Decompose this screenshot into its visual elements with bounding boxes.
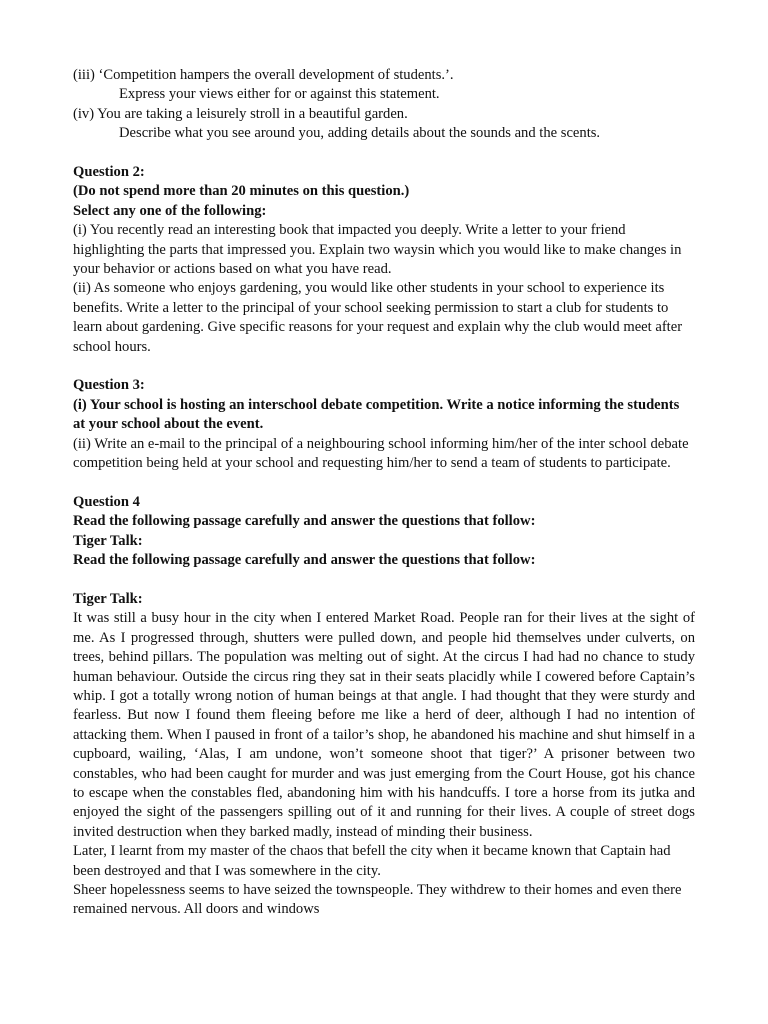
q3-heading: Question 3:: [73, 377, 145, 394]
document-page: [73, 66, 695, 920]
q2-item-ii: (ii) As someone who enjoys gardening, you would like other students in your school to experience its benefits. Write a letter to the principal of your school seeking permission to start a club for students to learn about gardening. Give specific reasons for your request and explain why the club would meet after school hours.: [73, 280, 683, 355]
q4-passage-title: Tiger Talk:: [73, 532, 143, 549]
passage-paragraph: It was still a busy hour in the city when I entered Market Road. People ran for their lives at the sight of me. As I progressed through, shutters were pulled down, and people hid themselves under culverts, on trees, behind pillars. The population was melting out of sight. At the circus I had had no chance to study human behaviour. Outside the circus ring they sat in their seats placidly while I cowered before Captain’s whip. I got a totally wrong notion of human beings at that angle. I had thought that they were sturdy and fearless. But now I found them fleeing before me like a herd of deer, although I had no intention of attacking them. When I paused in front of a tailor’s shop, he abandoned his machine and shut himself in a cupboard, wailing, ‘Alas, I am undone, won’t someone shoot that tiger?’ A prisoner between two constables, who had been caught for murder and was just emerging from the Court House, got his chance to escape when the constables fled, abandoning him with his handcuffs. I tore a horse from its jutka and enjoyed the sight of the passengers spilling out of it and running for their lives. A couple of street dogs invited destruction when they barked madly, instead of minding their business.: [73, 610, 695, 840]
q3-item-i: (i) Your school is hosting an interschool debate competition. Write a notice informing the students at your school about the event.: [73, 396, 680, 433]
q4-instruction-repeat: Read the following passage carefully and answer the questions that follow:: [73, 552, 536, 569]
q4-instruction: Read the following passage carefully and answer the questions that follow:: [73, 513, 536, 530]
spacer: [73, 474, 695, 493]
q2-instruction: Select any one of the following:: [73, 202, 267, 219]
q4-heading: Question 4: [73, 493, 140, 510]
spacer: [73, 357, 695, 376]
passage-paragraph: Later, I learnt from my master of the chaos that befell the city when it became known that Captain had been destroyed and that I was somewhere in the city.: [73, 843, 671, 879]
q1-item-iv-instruction: Describe what you see around you, adding details about the sounds and the scents.: [119, 125, 601, 142]
q4-passage-title-repeat: Tiger Talk:: [73, 590, 143, 607]
q2-time-note: (Do not spend more than 20 minutes on this question.): [73, 183, 410, 200]
question1-tail: [73, 66, 695, 144]
spacer: [73, 144, 695, 163]
question3: [73, 376, 695, 473]
q3-item-ii: (ii) Write an e-mail to the principal of a neighbouring school informing him/her of the inter school debate competition being held at your school and requesting him/her to send a team of students to participate.: [73, 435, 689, 472]
passage-paragraph: Sheer hopelessness seems to have seized the townspeople. They withdrew to their homes and even there remained nervous. All doors and windows: [73, 882, 682, 918]
q1-item-iii: (iii) ‘Competition hampers the overall development of students.’.: [73, 67, 454, 83]
question2: [73, 163, 695, 357]
q2-item-i: (i) You recently read an interesting book that impacted you deeply. Write a letter to your friend highlighting the parts that impressed you. Explain two waysin which you would like to make changes in your behavior or actions based on what you have read.: [73, 222, 682, 278]
q1-item-iii-instruction: Express your views either for or against this statement.: [119, 86, 440, 103]
q1-item-iv: (iv) You are taking a leisurely stroll in a beautiful garden.: [73, 105, 408, 122]
q2-heading: Question 2:: [73, 164, 145, 181]
spacer: [73, 571, 695, 590]
question4: [73, 493, 695, 920]
